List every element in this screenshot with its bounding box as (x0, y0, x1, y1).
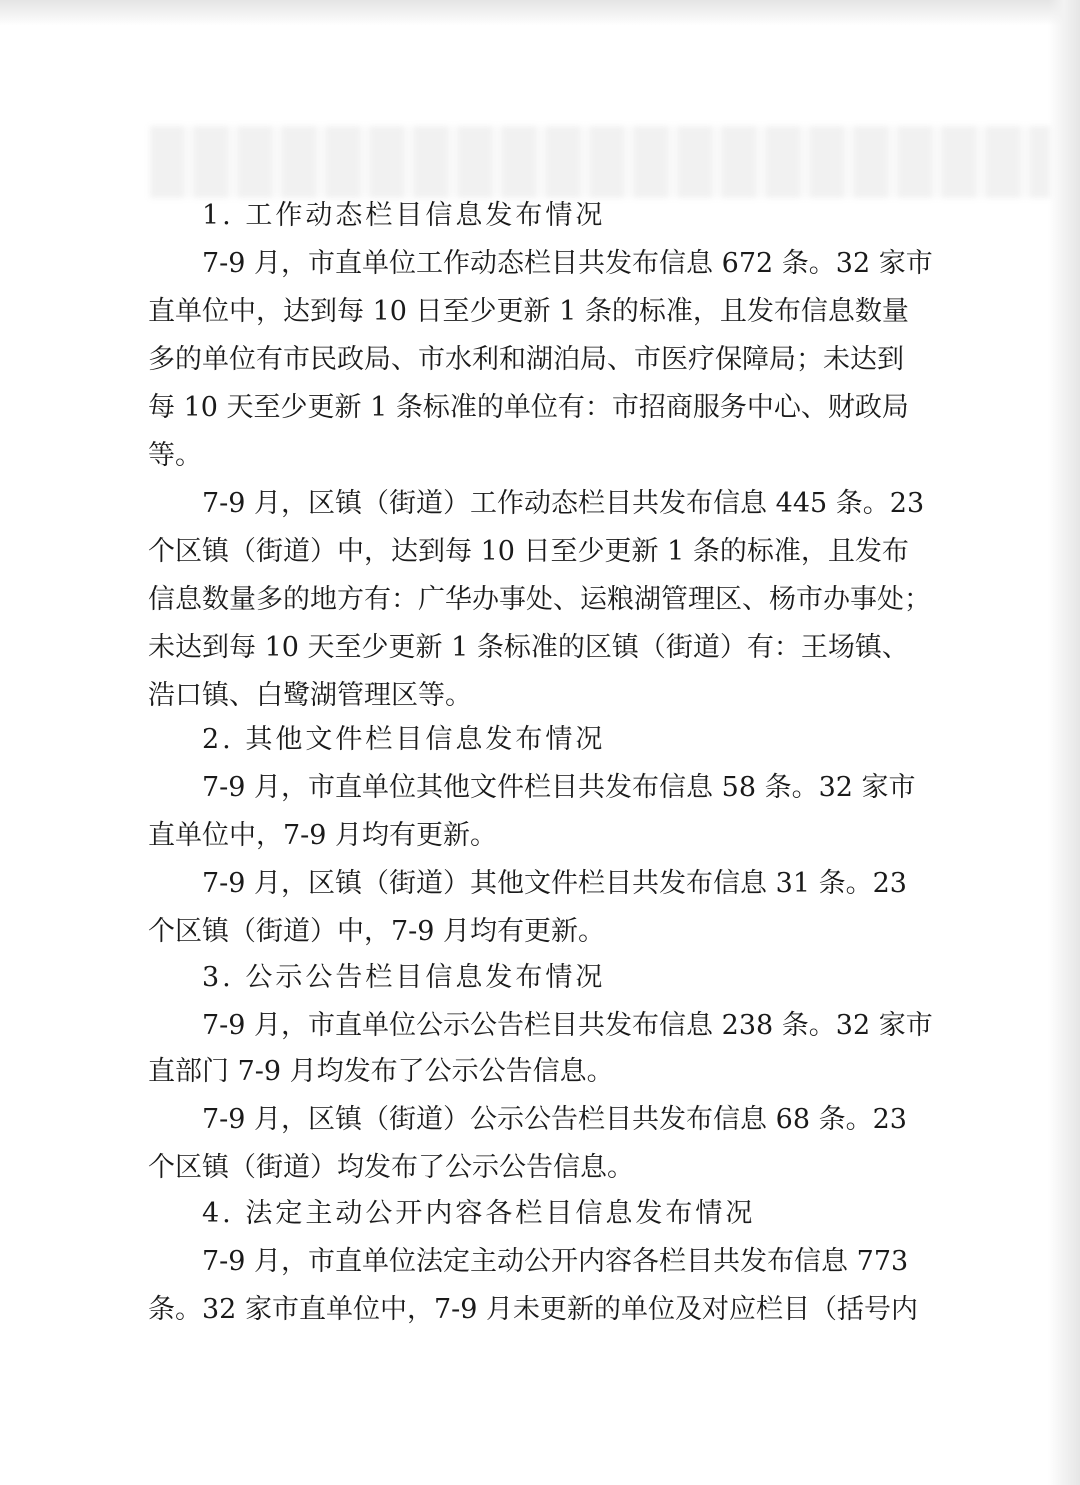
paragraph-line: 直部门 7-9 月均发布了公示公告信息。 (148, 1056, 614, 1087)
paragraph-line: 7-9 月，区镇（街道）公示公告栏目共发布信息 68 条。23 (202, 1104, 907, 1135)
paragraph-line: 信息数量多的地方有：广华办事处、运粮湖管理区、杨市办事处； (148, 584, 931, 615)
paragraph-line: 7-9 月，市直单位公示公告栏目共发布信息 238 条。32 家市 (202, 1010, 933, 1041)
section-heading-3: 3. 公示公告栏目信息发布情况 (202, 962, 606, 993)
paragraph-line: 未达到每 10 天至少更新 1 条标准的区镇（街道）有：王场镇、 (148, 632, 909, 663)
paragraph-line: 多的单位有市民政局、市水利和湖泊局、市医疗保障局；未达到 (148, 344, 904, 375)
paragraph-line: 个区镇（街道）均发布了公示公告信息。 (148, 1152, 634, 1183)
paragraph-line: 等。 (148, 440, 202, 471)
paragraph-line: 每 10 天至少更新 1 条标准的单位有：市招商服务中心、财政局 (148, 392, 909, 423)
paragraph-line: 浩口镇、白鹭湖管理区等。 (148, 680, 472, 711)
scan-shadow-right (1048, 0, 1080, 1485)
paragraph-line: 7-9 月，区镇（街道）工作动态栏目共发布信息 445 条。23 (202, 488, 925, 519)
section-heading-1: 1. 工作动态栏目信息发布情况 (202, 200, 606, 231)
paragraph-line: 7-9 月，市直单位工作动态栏目共发布信息 672 条。32 家市 (202, 248, 933, 279)
section-heading-4: 4. 法定主动公开内容各栏目信息发布情况 (202, 1198, 756, 1229)
scan-shadow-top (0, 0, 1080, 26)
paragraph-line: 7-9 月，市直单位其他文件栏目共发布信息 58 条。32 家市 (202, 772, 916, 803)
paragraph-line: 7-9 月，区镇（街道）其他文件栏目共发布信息 31 条。23 (202, 868, 907, 899)
section-heading-2: 2. 其他文件栏目信息发布情况 (202, 724, 606, 755)
paragraph-line: 7-9 月，市直单位法定主动公开内容各栏目共发布信息 773 (202, 1246, 909, 1277)
paragraph-line: 直单位中，7-9 月均有更新。 (148, 820, 498, 851)
paragraph-line: 直单位中，达到每 10 日至少更新 1 条的标准，且发布信息数量 (148, 296, 909, 327)
paragraph-line: 个区镇（街道）中，7-9 月均有更新。 (148, 916, 606, 947)
paragraph-line: 个区镇（街道）中，达到每 10 日至少更新 1 条的标准，且发布 (148, 536, 909, 567)
show-through-heading (150, 126, 1050, 198)
paragraph-line: 条。32 家市直单位中，7-9 月未更新的单位及对应栏目（括号内 (148, 1294, 918, 1325)
